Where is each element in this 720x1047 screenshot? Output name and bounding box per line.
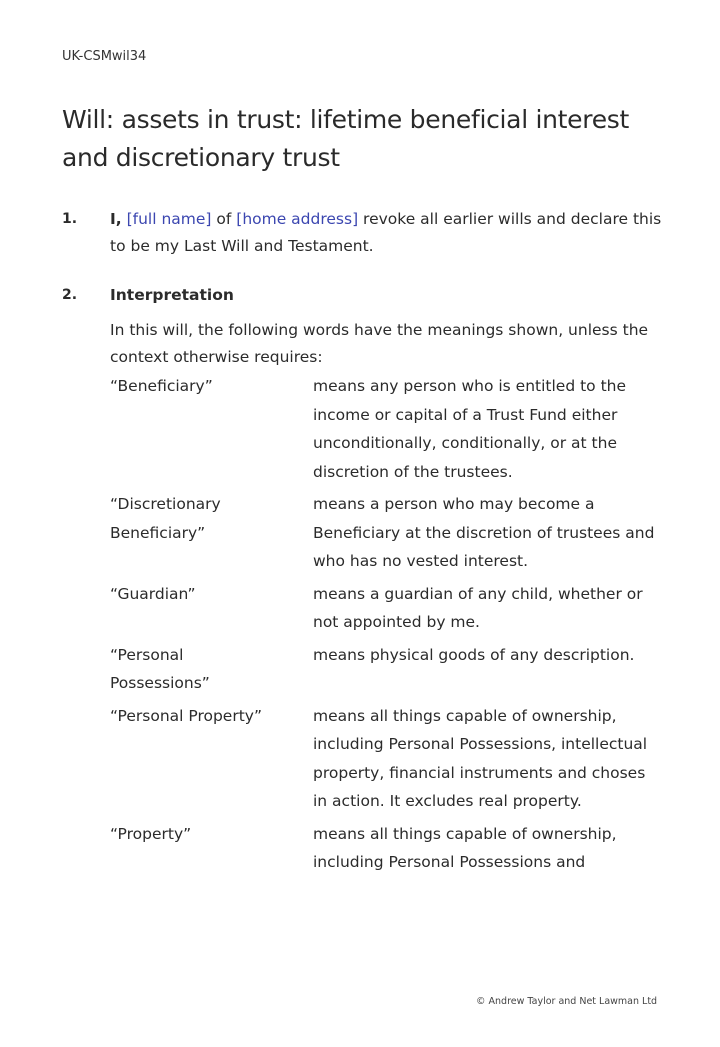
clause-heading: Interpretation xyxy=(110,286,234,304)
definition-row xyxy=(110,372,670,486)
definition-row xyxy=(110,702,670,816)
definition-term: “Personal Property” xyxy=(110,706,262,725)
definition-row xyxy=(110,641,670,698)
placeholder-home-address[interactable]: [home address] xyxy=(236,210,359,228)
definition-term: “Property” xyxy=(110,824,192,843)
clause-intro: I, xyxy=(110,210,122,228)
clause-1 xyxy=(62,206,662,260)
definition-row xyxy=(110,580,670,637)
clause-2 xyxy=(62,282,662,371)
clause-number: 2. xyxy=(62,287,78,303)
definition-meaning: means physical goods of any description. xyxy=(313,645,635,664)
clause-text: revoke all earlier wills and declare this to be my Last Will and Testament. xyxy=(110,210,662,255)
definition-term: “Personal Possessions” xyxy=(110,645,210,692)
definitions-table xyxy=(110,372,670,881)
clause-body xyxy=(110,206,662,260)
document-code: UK-CSMwil34 xyxy=(62,49,147,64)
definition-term: “Beneficiary” xyxy=(110,377,213,395)
definition-term: “Discretionary Beneficiary” xyxy=(110,495,221,542)
definition-meaning: means all things capable of ownership, including Personal Possessions, intellectual property, financial instruments and choses in action. It excludes real property. xyxy=(313,706,648,810)
definition-meaning: means all things capable of ownership, including Personal Possessions and xyxy=(313,824,617,871)
clause-body xyxy=(110,282,662,371)
definition-term: “Guardian” xyxy=(110,584,196,603)
footer-copyright: © Andrew Taylor and Net Lawman Ltd xyxy=(476,996,658,1007)
clause-text-of: of xyxy=(211,210,237,228)
definition-meaning: means a person who may become a Beneficiary at the discretion of trustees and who has no vested interest. xyxy=(313,495,655,570)
clause-number: 1. xyxy=(62,211,78,227)
definition-row xyxy=(110,490,670,576)
document-title: Will: assets in trust: lifetime beneficial interest and discretionary trust xyxy=(62,104,630,172)
clause-text: In this will, the following words have the meanings shown, unless the context otherwise requires: xyxy=(110,321,649,366)
definition-meaning: means any person who is entitled to the income or capital of a Trust Fund either unconditionally, conditionally, or at the discretion of the trustees. xyxy=(313,377,627,481)
placeholder-full-name[interactable]: [full name] xyxy=(126,210,212,228)
definition-row xyxy=(110,820,670,877)
definition-meaning: means a guardian of any child, whether or not appointed by me. xyxy=(313,584,643,631)
